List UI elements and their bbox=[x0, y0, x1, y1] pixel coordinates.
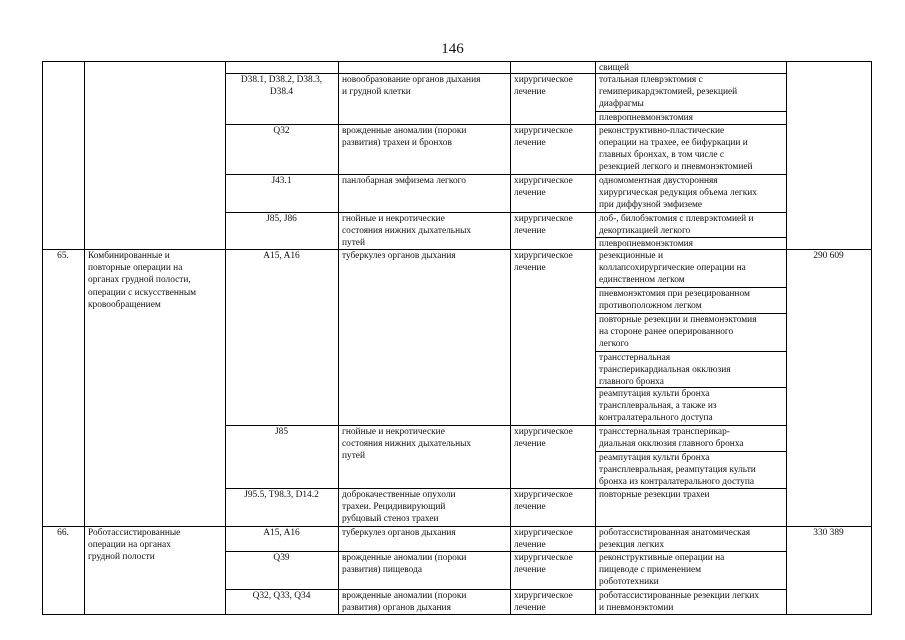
treatment-type bbox=[514, 489, 593, 513]
treatment-method-line: реконструктивные операции на bbox=[599, 552, 725, 563]
condition-text-line: состояния нижних дыхательных bbox=[342, 439, 472, 450]
tariff-value: 330 389 bbox=[813, 528, 844, 538]
method-group-name bbox=[88, 527, 223, 564]
treatment-type bbox=[514, 74, 593, 98]
treatment-method-line: коллапсохирургические операции на bbox=[599, 262, 746, 273]
method-group-name-line: Комбинированные и bbox=[88, 251, 170, 261]
condition-text-line: врожденные аномалии (пороки bbox=[342, 591, 467, 601]
condition-text-line: новообразование органов дыхания bbox=[342, 75, 481, 85]
treatment-type-line: хирургическое bbox=[514, 528, 573, 538]
treatment-method-line: лоб-, билобэктомия с плеврэктомией и bbox=[599, 213, 754, 224]
icd-codes bbox=[227, 250, 336, 262]
treatment-method-line: и пневмонэктомии bbox=[599, 602, 674, 613]
condition-text bbox=[342, 426, 508, 463]
treatment-type-line: лечение bbox=[514, 502, 546, 513]
treatment-method bbox=[599, 527, 784, 551]
treatment-type-line: лечение bbox=[514, 188, 546, 199]
treatment-method-line: трансперикардиальная окклюзия bbox=[599, 364, 731, 375]
icd-codes bbox=[227, 527, 336, 539]
condition-text-line: рубцовый стеноз трахеи bbox=[342, 514, 439, 525]
icd-codes bbox=[227, 590, 336, 602]
treatment-method bbox=[599, 62, 784, 74]
treatment-type bbox=[514, 527, 593, 551]
treatment-type bbox=[514, 590, 593, 614]
treatment-method bbox=[599, 552, 784, 589]
treatment-method-line: повторные резекции и пневмонэктомия bbox=[599, 314, 757, 325]
treatment-method-line: свищей bbox=[599, 62, 630, 73]
tariff-value: 290 609 bbox=[813, 251, 844, 261]
column-rule bbox=[595, 61, 596, 614]
treatment-method-line: реампутация культи бронха bbox=[599, 388, 710, 399]
treatment-type bbox=[514, 213, 593, 237]
treatment-method bbox=[599, 74, 784, 111]
treatment-method-line: главных бронхах, в том числе с bbox=[599, 149, 725, 160]
column-rule bbox=[338, 61, 339, 614]
condition-text-line: состояния нижних дыхательных bbox=[342, 226, 472, 237]
treatment-method bbox=[599, 388, 784, 425]
condition-text bbox=[342, 552, 508, 576]
treatment-type-line: хирургическое bbox=[514, 251, 573, 261]
condition-text-line: туберкулез органов дыхания bbox=[342, 528, 456, 538]
condition-text-line: и грудной клетки bbox=[342, 87, 411, 98]
treatment-method bbox=[599, 112, 784, 124]
icd-codes-line: Q32, Q33, Q34 bbox=[252, 591, 311, 601]
treatment-method-line: декортикацией легкого bbox=[599, 225, 691, 236]
icd-codes-line: D38.4 bbox=[269, 87, 294, 98]
condition-text-line: гнойные и некротические bbox=[342, 214, 445, 224]
treatment-method-line: главного бронха bbox=[599, 376, 664, 387]
condition-text-line: развития) пищевода bbox=[342, 565, 423, 576]
treatment-method-line: хирургическая редукция объема легких bbox=[599, 187, 757, 198]
treatment-type-line: хирургическое bbox=[514, 427, 573, 437]
treatment-method-line: контралатерального доступа bbox=[599, 412, 713, 423]
icd-codes bbox=[227, 489, 336, 501]
icd-codes-line: Q39 bbox=[273, 553, 290, 563]
icd-codes-line: J43.1 bbox=[271, 176, 292, 186]
page-number: 146 bbox=[441, 41, 464, 57]
treatment-method-line: трансплевральная, реампутация культи bbox=[599, 464, 756, 475]
treatment-method-line: реконструктивно-пластические bbox=[599, 125, 725, 136]
treatment-method bbox=[599, 125, 784, 174]
method-group-name-line: операции с искусственным bbox=[88, 287, 197, 298]
condition-text-line: путей bbox=[342, 451, 365, 462]
icd-codes bbox=[227, 74, 336, 98]
condition-text bbox=[342, 175, 508, 187]
column-rule bbox=[84, 61, 85, 614]
column-rule bbox=[871, 61, 872, 614]
condition-text bbox=[342, 590, 508, 614]
condition-text-line: панлобарная эмфизема легкого bbox=[342, 176, 466, 186]
treatment-type-line: хирургическое bbox=[514, 75, 573, 85]
treatment-method-line: диафрагмы bbox=[599, 98, 644, 109]
condition-text-line: врожденные аномалии (пороки bbox=[342, 126, 467, 136]
icd-codes-line: Q32 bbox=[273, 126, 290, 136]
treatment-method-line: повторные резекции трахеи bbox=[599, 489, 710, 500]
treatment-method bbox=[599, 452, 784, 489]
treatment-method bbox=[599, 426, 784, 450]
treatment-type-line: хирургическое bbox=[514, 214, 573, 224]
condition-text bbox=[342, 125, 508, 149]
treatment-method-line: пневмонэктомия при резецированном bbox=[599, 288, 750, 299]
condition-text bbox=[342, 74, 508, 98]
icd-codes-line: J85, J86 bbox=[266, 214, 297, 224]
method-group-name-line: органах грудной полости, bbox=[88, 275, 191, 286]
treatment-type-line: лечение bbox=[514, 565, 546, 576]
treatment-method-line: противоположном легком bbox=[599, 300, 702, 311]
treatment-type bbox=[514, 175, 593, 199]
treatment-method-line: реампутация культи бронха bbox=[599, 452, 710, 463]
condition-text bbox=[342, 527, 508, 539]
treatment-method-line: пищеводе с применением bbox=[599, 564, 702, 575]
condition-text-line: туберкулез органов дыхания bbox=[342, 251, 456, 261]
treatment-method bbox=[599, 489, 784, 501]
treatment-type-line: лечение bbox=[514, 87, 546, 98]
icd-codes bbox=[227, 175, 336, 187]
condition-text bbox=[342, 250, 508, 262]
icd-codes-line: J95.5, T98.3, D14.2 bbox=[244, 490, 319, 500]
treatment-type bbox=[514, 250, 593, 274]
treatment-type-line: лечение bbox=[514, 540, 546, 551]
treatment-type-line: лечение bbox=[514, 603, 546, 614]
treatment-type-line: лечение bbox=[514, 439, 546, 450]
treatment-method-line: роботассистированная анатомическая bbox=[599, 527, 751, 538]
condition-text-line: доброкачественные опухоли bbox=[342, 490, 456, 500]
method-group-name-line: грудной полости bbox=[88, 552, 155, 563]
condition-text bbox=[342, 489, 508, 526]
column-rule bbox=[510, 61, 511, 614]
condition-text-line: путей bbox=[342, 238, 365, 249]
treatment-type-line: хирургическое bbox=[514, 591, 573, 601]
treatment-method-line: робототехники bbox=[599, 576, 659, 587]
treatment-type bbox=[514, 552, 593, 576]
condition-text bbox=[342, 213, 508, 250]
treatment-method-line: трансплевральная, а также из bbox=[599, 400, 717, 411]
treatment-method-line: бронха из контралатерального доступа bbox=[599, 476, 754, 487]
treatment-method-line: на стороне ранее оперированного bbox=[599, 326, 734, 337]
treatment-method bbox=[599, 314, 784, 351]
treatment-type bbox=[514, 125, 593, 149]
treatment-type-line: хирургическое bbox=[514, 553, 573, 563]
treatment-method-line: резекционные и bbox=[599, 250, 663, 261]
condition-text-line: развития) трахеи и бронхов bbox=[342, 138, 452, 149]
method-group-name bbox=[88, 250, 223, 311]
treatment-method bbox=[599, 250, 784, 287]
treatment-method-line: единственном легком bbox=[599, 274, 685, 285]
treatment-method-line: плевропневмонэктомия bbox=[599, 238, 693, 249]
treatment-method-line: диальная окклюзия главного бронха bbox=[599, 438, 744, 449]
treatment-method-line: операции на трахее, ее бифуркации и bbox=[599, 137, 748, 148]
treatment-method-line: тотальная плеврэктомия с bbox=[599, 74, 703, 85]
treatment-method-line: легкого bbox=[599, 338, 629, 349]
treatment-type-line: лечение bbox=[514, 263, 546, 274]
treatment-type-line: лечение bbox=[514, 138, 546, 149]
treatment-method-line: трансстернальная bbox=[599, 352, 671, 363]
icd-codes-line: A15, A16 bbox=[263, 528, 300, 538]
treatment-method-line: одномоментная двусторонняя bbox=[599, 175, 718, 186]
icd-codes-line: A15, A16 bbox=[263, 251, 300, 261]
row-number: 65. bbox=[57, 251, 69, 261]
icd-codes bbox=[227, 213, 336, 225]
treatment-type bbox=[514, 426, 593, 450]
treatment-type-line: хирургическое bbox=[514, 126, 573, 136]
treatment-method bbox=[599, 352, 784, 389]
icd-codes-line: D38.1, D38.2, D38.3, bbox=[240, 75, 323, 85]
treatment-type-line: лечение bbox=[514, 226, 546, 237]
treatment-method-line: резекция легких bbox=[599, 539, 665, 550]
condition-text-line: гнойные и некротические bbox=[342, 427, 445, 437]
treatment-type-line: хирургическое bbox=[514, 490, 573, 500]
condition-text-line: трахеи. Рецидивирующий bbox=[342, 502, 446, 513]
treatment-method-line: роботассистированные резекции легких bbox=[599, 590, 760, 601]
icd-codes bbox=[227, 552, 336, 564]
treatment-method bbox=[599, 590, 784, 614]
method-group-name-line: Роботассистированные bbox=[88, 528, 181, 538]
icd-codes bbox=[227, 426, 336, 438]
treatment-method-line: трансстернальная трансперикар- bbox=[599, 426, 730, 437]
condition-text-line: развития) органов дыхания bbox=[342, 603, 451, 614]
method-group-name-line: повторные операции на bbox=[88, 263, 183, 274]
column-rule bbox=[225, 61, 226, 614]
icd-codes-line: J85 bbox=[274, 427, 289, 437]
treatment-method bbox=[599, 238, 784, 250]
icd-codes bbox=[227, 125, 336, 137]
treatment-method-line: резекцией легкого и пневмонэктомией bbox=[599, 162, 753, 173]
treatment-method-line: при диффузной эмфиземе bbox=[599, 199, 703, 210]
treatment-method-line: плевропневмонэктомия bbox=[599, 112, 693, 123]
treatment-method-line: гемиперикардэктомией, резекцией bbox=[599, 86, 738, 97]
treatment-method bbox=[599, 288, 784, 312]
treatment-type-line: хирургическое bbox=[514, 176, 573, 186]
method-group-name-line: кровообращением bbox=[88, 299, 161, 310]
row-number: 66. bbox=[57, 528, 69, 538]
method-group-name-line: операции на органах bbox=[88, 540, 171, 551]
treatment-method bbox=[599, 213, 784, 237]
condition-text-line: врожденные аномалии (пороки bbox=[342, 553, 467, 563]
treatment-method bbox=[599, 175, 784, 212]
